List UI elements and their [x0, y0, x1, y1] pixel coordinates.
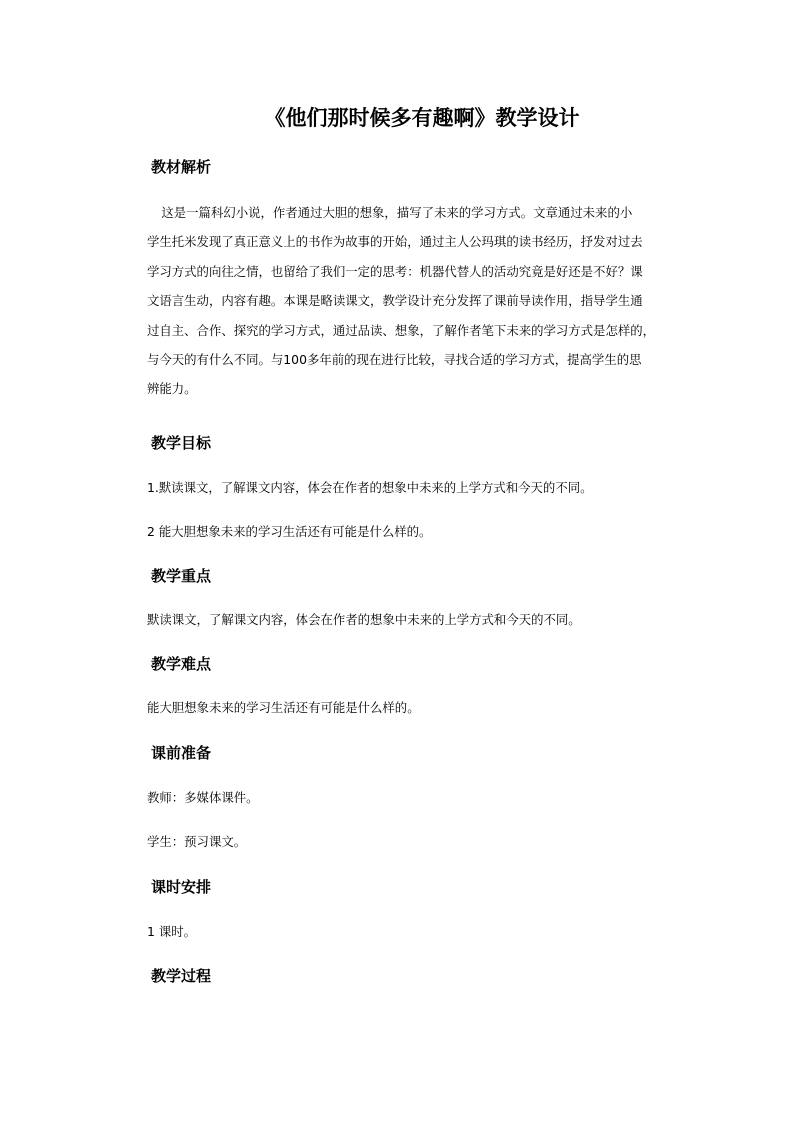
goal-item-2: 2 能大胆想象未来的学习生活还有可能是什么样的。	[147, 524, 432, 539]
analysis-line: 辨能力。	[147, 381, 197, 397]
key-points-text: 默读课文，了解课文内容，体会在作者的想象中未来的上学方式和今天的不同。	[147, 612, 581, 627]
schedule-text: 1 课时。	[147, 924, 196, 939]
section-heading-key-points: 教学重点	[151, 567, 212, 585]
difficulties-text: 能大胆想象未来的学习生活还有可能是什么样的。	[147, 700, 420, 715]
section-heading-process: 教学过程	[151, 967, 212, 985]
section-heading-goals: 教学目标	[151, 434, 212, 452]
section-heading-schedule: 课时安排	[151, 878, 212, 896]
section-heading-difficulties: 教学难点	[151, 655, 212, 673]
analysis-paragraph	[147, 198, 687, 404]
analysis-line: 与今天的有什么不同。与100多年前的现在进行比较，寻找合适的学习方式，提高学生的思	[147, 352, 642, 368]
section-heading-analysis: 教材解析	[151, 158, 212, 176]
analysis-line: 学习方式的向往之情，也留给了我们一定的思考：机器代替人的活动究竟是好还是不好？课	[147, 263, 643, 279]
document-title: 《他们那时候多有趣啊》教学设计	[264, 105, 580, 130]
section-heading-preparation: 课前准备	[151, 744, 212, 762]
analysis-line: 学生托米发现了真正意义上的书作为故事的开始，通过主人公玛琪的读书经历，抒发对过去	[147, 234, 643, 250]
preparation-teacher: 教师：多媒体课件。	[147, 790, 259, 805]
analysis-line: 过自主、合作、探究的学习方式，通过品读、想象，了解作者笔下未来的学习方式是怎样的，	[147, 322, 656, 338]
goal-item-1: 1.默读课文，了解课文内容，体会在作者的想象中未来的上学方式和今天的不同。	[147, 480, 593, 495]
analysis-line: 文语言生动，内容有趣。本课是略读课文，教学设计充分发挥了课前导读作用，指导学生通	[147, 293, 643, 309]
analysis-line: 这是一篇科幻小说，作者通过大胆的想象，描写了未来的学习方式。文章通过未来的小	[149, 205, 633, 220]
preparation-student: 学生：预习课文。	[147, 834, 247, 849]
